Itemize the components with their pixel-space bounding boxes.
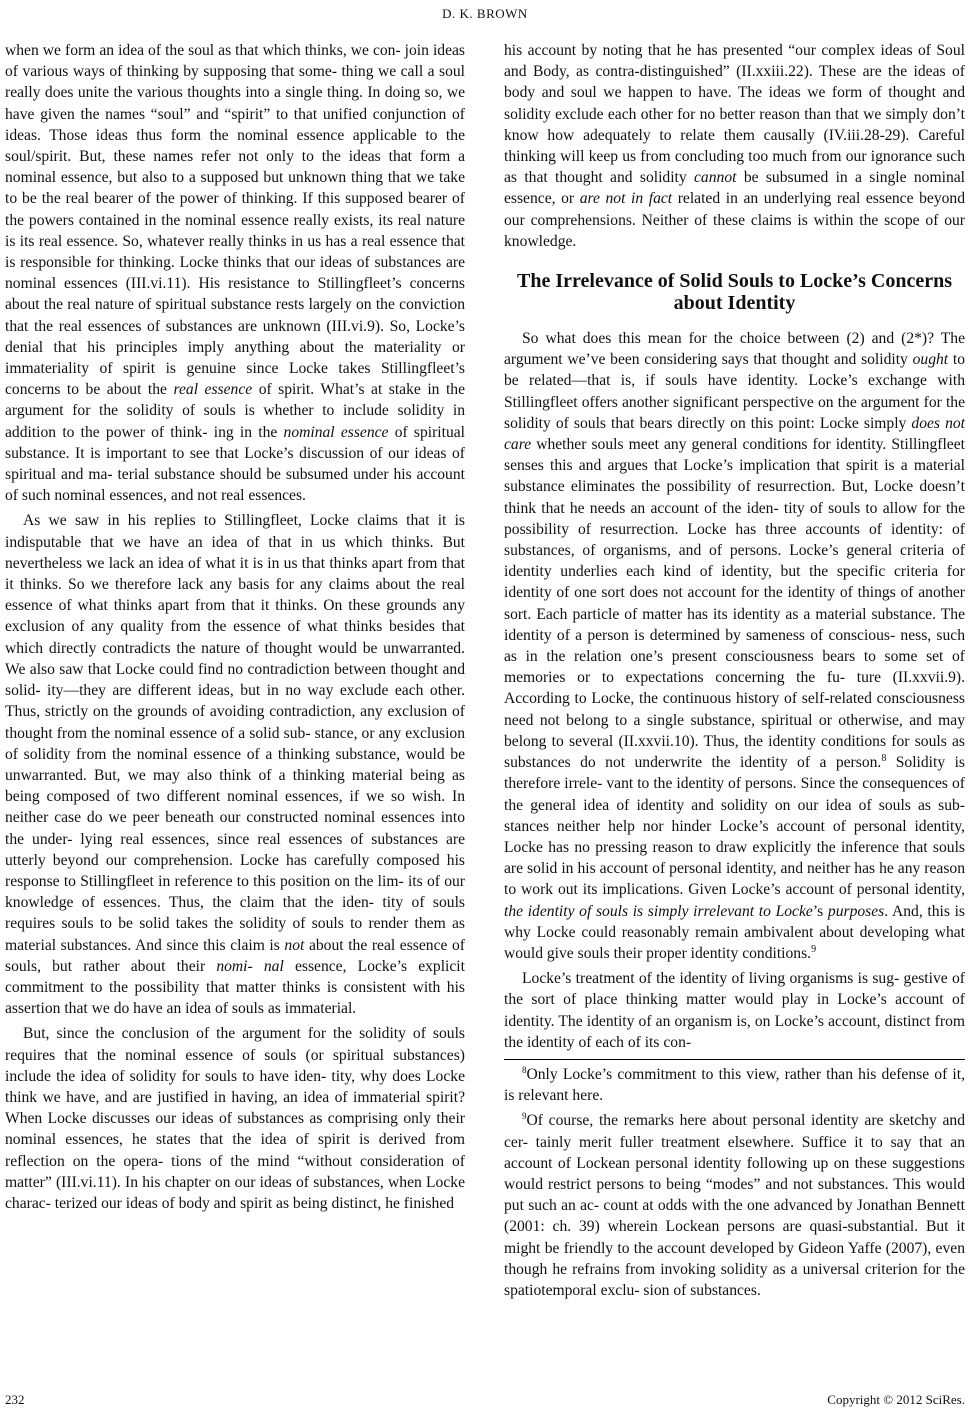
left-column: [5, 40, 465, 1218]
footnote-divider: [504, 1059, 965, 1060]
body-paragraph: As we saw in his replies to Stillingfleet, Locke claims that it is indisputable that we have an idea of that in us which thinks. But nevertheless we lack an idea of what it is in us that thinks apart from that it thinks. So we therefore lack any basis for any claims about the real essence of what thinks apart from that it thinks. On these grounds any exclusion of any quality from the essence of what thinks besides that which directly contradicts the nature of thought would be unwarranted. We also saw that Locke could find no contradiction between thought and solid- ity—they are different ideas, but in no way exclude each other. Thus, strictly on the grounds of avoiding contradiction, any exclusion of thought from the nominal essence of a solid sub- stance, or any exclusion of solidity from the nominal essence of a thinking substance, would be unwarranted. But, we may also think of a thinking material being as being composed of two different nominal essences, if we so wish. In neither case do we peer beneath our constructed nominal essences into the under- lying real essences, since real essences of substances are utterly beyond our comprehension. Locke has carefully composed his response to Stillingfleet in reference to this position on the lim- its of our knowledge of essences. Thus, the claim that the iden- tity of souls requires souls to be solid takes the solidity of souls to render them as material substances. And since this claim is not about the real essence of souls, but rather about their nomi- nal essence, Locke’s explicit commitment to the possibility that matter thinks is consistent with his assertion that we do have an idea of souls as immaterial.: [5, 512, 465, 1018]
copyright-notice: Copyright © 2012 SciRes.: [827, 1392, 965, 1407]
body-paragraph: Locke’s treatment of the identity of living organisms is sug- gestive of the sort of place thinking matter would play in Locke’s account of identity. The identity of an organism is, on Locke’s account, distinct from the identity of each of its con-: [504, 970, 965, 1051]
footnote-ref-9: 9: [811, 943, 817, 955]
footnote-8: $^8$Only Locke’s commitment to this view, rather than his defense of it, is relevant here.: [504, 1064, 965, 1105]
body-paragraph: his account by noting that he has presented “our complex ideas of Soul and Body, as contra-distinguished” (II.xxiii.22). These are the ideas of body and soul we happen to have. The ideas we form of thought and solidity exclude each other for no better reason than that we simply don’t know how adequately to relate them causally (IV.iii.28-29). Careful thinking will keep us from concluding too much from our ignorance such as that thought and solidity cannot be subsumed in a single nominal essence, or are not in fact related in an underlying real essence beyond our comprehensions. Neither of these claims is within the scope of our knowledge.: [504, 42, 966, 250]
body-paragraph: But, since the conclusion of the argument for the solidity of souls requires that the nominal essence of souls (or spiritual substances) include the idea of solidity for souls to have iden- tity, why does Locke think we have, and are justified in having, an idea of immaterial spirit? When Locke discusses our ideas of substances as comprising only their nominal essences, he states that the idea of spirit is derived from reflection on the opera- tions of the mind “without consideration of matter” (III.vi.11). In his chapter on our ideas of substances, when Locke charac- terized our ideas of body and spirit as being distinct, he finished: [5, 1025, 465, 1212]
section-title: The Irrelevance of Solid Souls to Locke’s Concerns about Identity: [517, 270, 952, 315]
footnote-ref-8: 8: [881, 752, 887, 764]
body-paragraph: So what does this mean for the choice between (2) and (2*)? The argument we’ve been considering says that thought and solidity ought to be related—that is, if souls have identity. Locke’s exchange with Stillingfleet offers another significant perspective on the argument for the solidity of souls that bears directly on this point: Locke simply does not care whether souls meet any general conditions for identity. Stillingfleet senses this and argues that Locke’s implication that spirit is a material substance eliminates the possibility of resurrection. But, Locke doesn’t think that he needs an account of the iden- tity of souls to allow for the possibility of resurrection. Locke has three accounts of identity: of substances, of organisms, and of persons. Locke’s general criteria of identity underlies each kind of identity, but the specific criteria for identity of one sort does not account for the identity of things of another sort. Each particle of matter has its identity as a material substance. The identity of a person is determined by sameness of conscious- ness, such as in the relation one’s present consciousness bears to some set of memories or to expectations concerning the fu- ture (II.xxvii.9). According to Locke, the continuous history of self-related consciousness need not belong to a single substance, spiritual or otherwise, and may belong to several (II.xxvii.10). Thus, the identity conditions for souls as substances do not underwrite the identity of a person.$^8$ Solidity is therefore irrele- vant to the identity of persons. Since the consequences of the general idea of identity and solidity on our idea of souls as sub- stances neither help nor hinder Locke’s account of personal identity, Locke has no pressing reason to draw explicitly the inference that souls are solid in his account of personal identity, and neither has he any reason to work out its implications. Given Locke’s account of personal identity, the identity of souls is simply irrelevant to Locke’s purposes. And, this is why Locke could reasonably remain ambivalent about developing what would give souls their proper identity conditions.$^9$: [504, 330, 966, 962]
running-head: D. K. BROWN: [442, 6, 528, 21]
body-paragraph: when we form an idea of the soul as that which thinks, we con- join ideas of various ways of thinking by supposing that some- thing we call a soul really does unite the various thoughts into a single thing. In doing so, we have given the names “soul” and “spirit” to that unified conjunction of ideas. Those ideas thus form the nominal essence applicable to the soul/spirit. But, these names refer not only to the ideas that form a nominal essence, but also to a supposed but unknown thing that we take to be the real bearer of the power of thinking. If this supposed bearer of the powers contained in the nominal essence really exists, its real nature is its real essence. So, whatever really thinks in us has a real essence that is responsible for thinking. Locke thinks that our ideas of substances are nominal essences (III.vi.11). His resistance to Stillingfleet’s concerns about the real nature of spiritual substance rests largely on the conviction that the real essences of substances are unknown (III.vi.9). So, Locke’s denial that his principles imply anything about the materiality or immateriality of spirit is genuine since Locke takes Stillingfleet’s concerns to be about the real essence of spirit. What’s at stake in the argument for the solidity of souls is whether to include solidity in addition to the power of think- ing in the nominal essence of spiritual substance. It is important to see that Locke’s discussion of our ideas of spiritual and ma- terial substance should be subsumed under his account of such nominal essences, and not real essences.: [5, 42, 466, 505]
right-column: [504, 40, 965, 1305]
page-number: 232: [5, 1392, 25, 1407]
footnote-9: $^9$Of course, the remarks here about personal identity are sketchy and cer- tainly merit fuller treatment elsewhere. Suffice it to say that an account of Lockean personal identity following up on these suggestions would restrict persons to being “modes” and not substances. This would put such an ac- count at odds with the one advanced by Jonathan Bennett (2001: ch. 39) wherein Lockean persons are quasi-substantial. But it might be friendly to the account developed by Gideon Yaffe (2007), even though he refrains from invoking solidity as a universal criterion for the spatiotemporal exclu- sion of substances.: [504, 1111, 965, 1299]
